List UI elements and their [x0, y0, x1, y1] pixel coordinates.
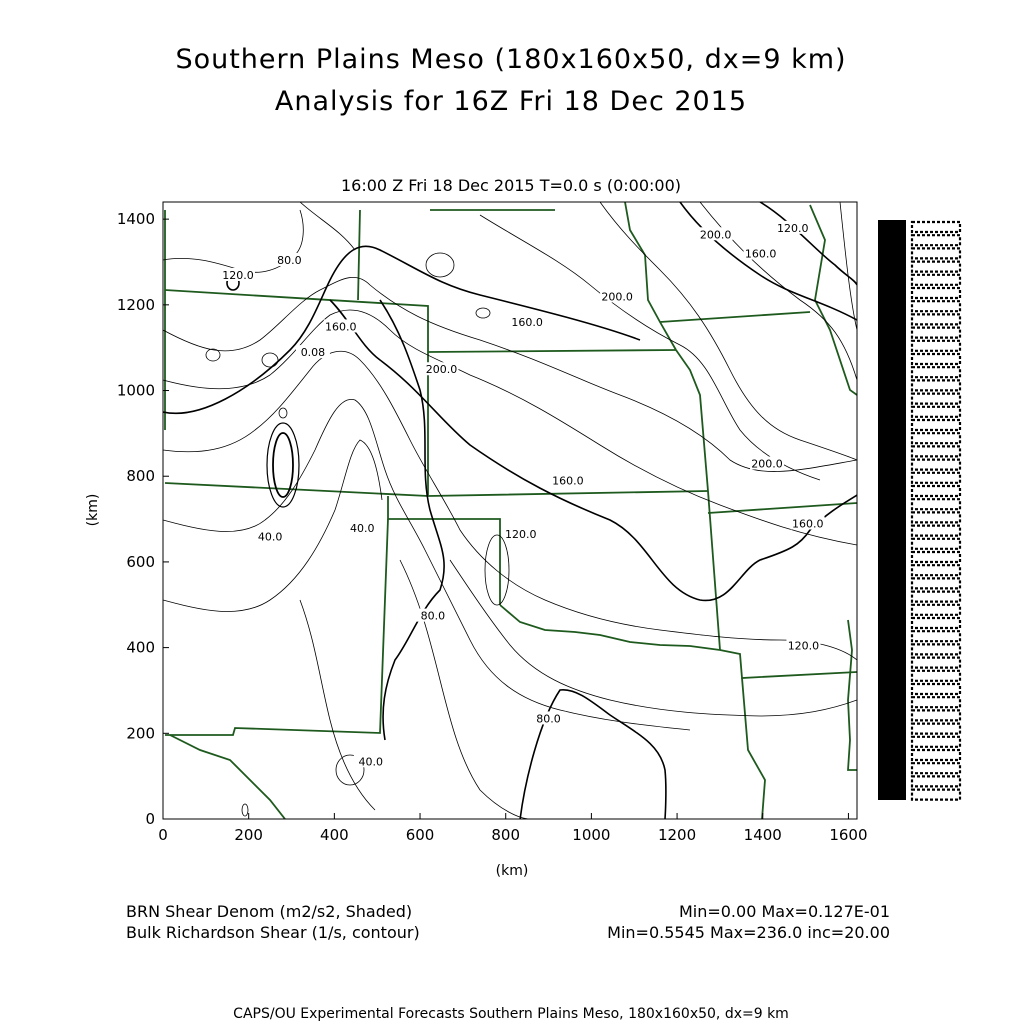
colorbar-tick-glyph: [912, 328, 960, 338]
colorbar-tick-glyph: [912, 446, 960, 456]
x-tick-label: 600: [405, 826, 435, 844]
plot-title: Southern Plains Meso (180x160x50, dx=9 km): [175, 44, 847, 75]
colorbar-tick-glyph: [912, 460, 960, 470]
contour-label: 160.0: [744, 247, 777, 261]
colorbar-tick-glyph: [912, 539, 960, 549]
contour-label: 40.0: [349, 521, 375, 535]
x-tick-label: 1000: [572, 826, 611, 844]
colorbar-tick-glyph: [912, 790, 960, 800]
colorbar-tick-glyph: [912, 394, 960, 404]
contour-label: 40.0: [358, 755, 384, 769]
colorbar-tick-glyph: [912, 486, 960, 496]
colorbar-tick-glyph: [912, 354, 960, 364]
colorbar-tick-glyph: [912, 592, 960, 602]
colorbar-tick-glyph: [912, 301, 960, 311]
colorbar-tick-glyph: [912, 380, 960, 390]
x-tick-label: 1600: [829, 826, 868, 844]
contour-label: 200.0: [751, 457, 783, 471]
contour-label: 0.08: [300, 346, 326, 360]
colorbar-tick-glyph: [912, 222, 960, 232]
colorbar-tick-glyph: [912, 420, 960, 430]
colorbar-tick-glyph: [912, 288, 960, 298]
colorbar-tick-glyph: [912, 407, 960, 417]
colorbar-tick-glyph: [912, 618, 960, 628]
colorbar-tick-glyph: [912, 275, 960, 285]
plot-subtitle: Analysis for 16Z Fri 18 Dec 2015: [274, 86, 748, 117]
contour-label: 120.0: [776, 221, 809, 235]
colorbar-tick-glyph: [912, 248, 960, 258]
colorbar-tick-glyph: [912, 552, 960, 562]
colorbar-tick-glyph: [912, 697, 960, 707]
y-tick-label: 800: [126, 467, 155, 486]
contour-label: 80.0: [536, 712, 561, 726]
colorbar-tick-glyph: [912, 578, 960, 588]
x-tick-label: 200: [234, 826, 263, 844]
colorbar-tick-glyph: [912, 605, 960, 615]
contour-label: 40.0: [257, 530, 283, 544]
contour-label: 120.0: [787, 639, 820, 653]
colorbar-tick-glyph: [912, 262, 960, 272]
contour-label: 160.0: [511, 316, 543, 330]
colorbar-tick-glyph: [912, 433, 960, 443]
colorbar-tick-glyph: [912, 763, 960, 773]
colorbar-tick-glyph: [912, 314, 960, 324]
colorbar-tick-glyph: [912, 526, 960, 536]
colorbar-tick-glyph: [912, 565, 960, 575]
contour-field-name: Bulk Richardson Shear (1/s, contour): [126, 923, 420, 942]
x-tick-label: 1400: [743, 826, 782, 844]
colorbar-tick-glyph: [912, 671, 960, 681]
colorbar-tick-glyph: [912, 658, 960, 668]
colorbar-tick-glyph: [912, 684, 960, 694]
contour-label: 200.0: [601, 290, 633, 304]
shaded-field-name: BRN Shear Denom (m2/s2, Shaded): [126, 902, 413, 921]
y-axis-label: (km): [85, 493, 101, 527]
colorbar-tick-glyph: [912, 367, 960, 377]
y-tick-label: 1400: [116, 210, 155, 229]
colorbar-tick-glyph: [912, 631, 960, 641]
colorbar-tick-glyph: [912, 737, 960, 747]
contour-label: 200.0: [425, 363, 458, 377]
colorbar-tick-glyph: [912, 512, 960, 522]
y-tick-label: 200: [126, 724, 155, 743]
colorbar-tick-glyph: [912, 750, 960, 760]
shaded-field-range: Min=0.00 Max=0.127E-01: [678, 902, 890, 921]
x-tick-label: 1200: [657, 826, 697, 844]
contour-label: 160.0: [791, 517, 824, 531]
shading-colorbar: [878, 220, 960, 800]
y-tick-label: 600: [126, 552, 155, 571]
contour-label: 120.0: [504, 528, 537, 542]
contour-label: 160.0: [325, 320, 357, 334]
valid-time-label: 16:00 Z Fri 18 Dec 2015 T=0.0 s (0:00:00): [341, 176, 681, 195]
contour-label: 200.0: [699, 228, 732, 242]
x-tick-label: 400: [320, 826, 349, 844]
colorbar-tick-glyph: [912, 776, 960, 786]
colorbar-tick-glyph: [912, 235, 960, 245]
colorbar-tick-glyph: [912, 341, 960, 351]
colorbar-tick-glyph: [912, 644, 960, 654]
colorbar-tick-labels: [912, 222, 960, 800]
colorbar-tick-glyph: [912, 499, 960, 509]
map-plot-area: [117, 202, 868, 844]
y-tick-label: 400: [126, 638, 155, 657]
y-tick-label: 1000: [116, 381, 155, 400]
contour-label: 80.0: [420, 609, 446, 623]
contour-label: 80.0: [277, 253, 302, 267]
colorbar-tick-glyph: [912, 710, 960, 720]
colorbar-tick-glyph: [912, 473, 960, 483]
x-tick-label: 0: [158, 826, 168, 844]
contour-label: 160.0: [552, 474, 584, 488]
y-tick-label: 1200: [116, 295, 155, 314]
model-credit: CAPS/OU Experimental Forecasts Southern Plains Meso, 180x160x50, dx=9 km: [233, 1006, 789, 1022]
colorbar-fill: [878, 220, 906, 800]
colorbar-tick-glyph: [912, 724, 960, 734]
x-axis-label: (km): [495, 863, 529, 879]
y-tick-label: 0: [145, 810, 155, 828]
x-tick-label: 800: [491, 826, 521, 844]
contour-label: 120.0: [222, 268, 254, 282]
contour-field-range: Min=0.5545 Max=236.0 inc=20.00: [607, 923, 890, 942]
